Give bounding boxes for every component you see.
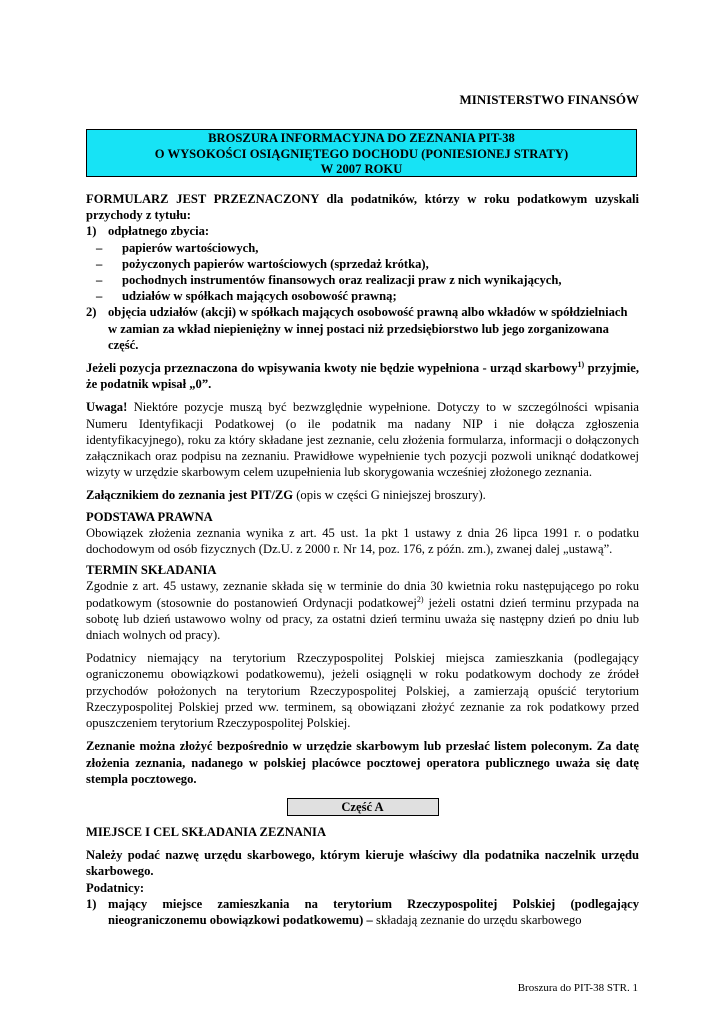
list-text-bold: mający miejsce zamieszkania na terytorium Rzeczypospolitej Polskiej (podlegający nieograniczonemu obowiązkowi podatkowemu) – xyxy=(108,896,639,927)
part-a-wrap xyxy=(86,798,639,816)
list-text-rest: składają zeznanie do urzędu skarbowego xyxy=(372,912,582,927)
part-a-heading: MIEJSCE I CEL SKŁADANIA ZEZNANIA xyxy=(86,824,327,839)
zero-note-text-b: przyjmie, że podatnik wpisał „0”. xyxy=(86,361,639,392)
list-number: 2) xyxy=(86,305,97,320)
taxpayers-label: Podatnicy: xyxy=(86,880,145,895)
legal-basis-text: Obowiązek złożenia zeznania wynika z art. 45 ust. 1a pkt 1 ustawy z dnia 26 lipca 1991 r. o podatku dochodowym od osób fizycznych (Dz.U. z 2000 r. Nr 14, poz. 176, z późn. zm.), zwanej dalej „ustawą”. xyxy=(86,525,639,557)
intro-paragraph xyxy=(86,191,639,223)
warning-label: Uwaga! xyxy=(86,400,128,415)
legal-basis-heading: PODSTAWA PRAWNA xyxy=(86,509,213,524)
deadline-paragraph-1 xyxy=(86,578,639,643)
sub-list-text: udziałów w spółkach mających osobowość prawną; xyxy=(122,289,397,304)
warning-paragraph xyxy=(86,399,639,480)
sub-list-item xyxy=(86,256,639,272)
attachment-note xyxy=(86,487,639,503)
list-number: 1) xyxy=(86,896,97,911)
dash-bullet: – xyxy=(96,240,103,255)
warning-text: Niektóre pozycje muszą być bezwzględnie wypełnione. Dotyczy to w szczególności wpisania Numeru Identyfikacji Podatkowej (o ile podatnik ma nadany NIP i nie dołącza zgłoszenia identyfikacyjnego), roku za który składane jest zeznanie, celu złożenia formularza, informacji o dołączonych załącznikach oraz podpisu na zeznaniu. Prawidłowe wypełnienie tych pozycji pozwoli uniknąć dodatkowej wizyty w urzędzie skarbowym celem uzupełnienia lub skorygowania wcześniej złożonego zeznania. xyxy=(86,400,639,480)
list-text: objęcia udziałów (akcji) w spółkach mających osobowość prawną albo wkładów w spółdzielniach w zamian za wkład niepieniężny w innej postaci niż przedsiębiorstwo lub jego zorganizowana część. xyxy=(108,305,628,352)
deadline-heading: TERMIN SKŁADANIA xyxy=(86,563,217,578)
list-item xyxy=(86,223,639,239)
deadline-text-a: Zgodnie z art. 45 ustawy, zeznanie składa się w terminie do dnia 30 kwietnia roku następującego po roku podatkowym (stosownie do postanowień Ordynacji podatkowej xyxy=(86,579,639,610)
part-a-paragraph: Należy podać nazwę urzędu skarbowego, którym kieruje właściwy dla podatnika naczelnik urzędu skarbowego. xyxy=(86,848,639,879)
document-body xyxy=(86,191,639,928)
dash-bullet: – xyxy=(96,256,103,271)
title-line-1: BROSZURA INFORMACYJNA DO ZEZNANIA PIT-38 xyxy=(208,131,515,145)
zero-note xyxy=(86,360,639,392)
sub-list-text: pochodnych instrumentów finansowych oraz realizacji praw z nich wynikających, xyxy=(122,273,562,288)
dash-bullet: – xyxy=(96,273,103,288)
deadline-paragraph-3: Zeznanie można złożyć bezpośrednio w urzędzie skarbowym lub przesłać listem poleconym. Za datę złożenia zeznania, nadanego w polskiej placówce pocztowej operatora publicznego uważa się datę stempla pocztowego. xyxy=(86,739,639,786)
intro-rest: dla podatników, którzy w roku podatkowym uzyskali przychody z tytułu: xyxy=(86,192,639,223)
part-a-label: Część A xyxy=(287,798,439,816)
footnote-ref-1: 1) xyxy=(577,359,585,369)
title-line-3: W 2007 ROKU xyxy=(320,162,403,177)
title-line-2: O WYSOKOŚCI OSIĄGNIĘTEGO DOCHODU (PONIESIONEJ STRATY) xyxy=(154,146,569,161)
page-footer: Broszura do PIT-38 STR. 1 xyxy=(517,982,638,994)
intro-list xyxy=(86,223,639,353)
deadline-paragraph-2: Podatnicy niemający na terytorium Rzeczypospolitej Polskiej miejsca zamieszkania (podlegający ograniczonemu obowiązkowi podatkowemu), jeżeli osiągnęli w roku podatkowym dochody ze źródeł przychodów położonych na terytorium Rzeczypospolitej Polskiej, a zamierzają opuścić terytorium Rzeczypospolitej Polskiej przed ww. terminem, są obowiązani złożyć zeznanie za rok podatkowy przed opuszczeniem terytorium Rzeczypospolitej Polskiej. xyxy=(86,651,639,731)
list-item xyxy=(86,304,639,353)
sub-list-text: pożyczonych papierów wartościowych (sprzedaż krótka), xyxy=(122,256,429,271)
ministry-name: MINISTERSTWO FINANSÓW xyxy=(459,92,639,107)
sub-list-item xyxy=(86,272,639,288)
deadline-text-b: jeżeli ostatni dzień terminu przypada na sobotę lub dzień ustawowo wolny od pracy, za ostatni dzień terminu uważa się następny dzień po dniu lub dniach wolnych od pracy). xyxy=(86,595,640,643)
sub-list-item xyxy=(86,288,639,304)
dash-bullet: – xyxy=(96,289,103,304)
footnote-ref-2: 2) xyxy=(416,594,424,604)
list-text: odpłatnego zbycia: xyxy=(108,224,210,239)
sub-list-item xyxy=(86,240,639,256)
list-text xyxy=(108,896,639,928)
attachment-rest: (opis w części G niniejszej broszury). xyxy=(293,488,486,503)
intro-lead: FORMULARZ JEST PRZEZNACZONY xyxy=(86,192,319,206)
list-item xyxy=(86,896,639,928)
title-banner xyxy=(86,129,637,177)
zero-note-text-a: Jeżeli pozycja przeznaczona do wpisywania kwoty nie będzie wypełniona - urząd skarbowy xyxy=(86,361,578,376)
attachment-bold: Załącznikiem do zeznania jest PIT/ZG xyxy=(86,488,294,503)
list-number: 1) xyxy=(86,224,97,239)
sub-list-text: papierów wartościowych, xyxy=(122,240,259,255)
